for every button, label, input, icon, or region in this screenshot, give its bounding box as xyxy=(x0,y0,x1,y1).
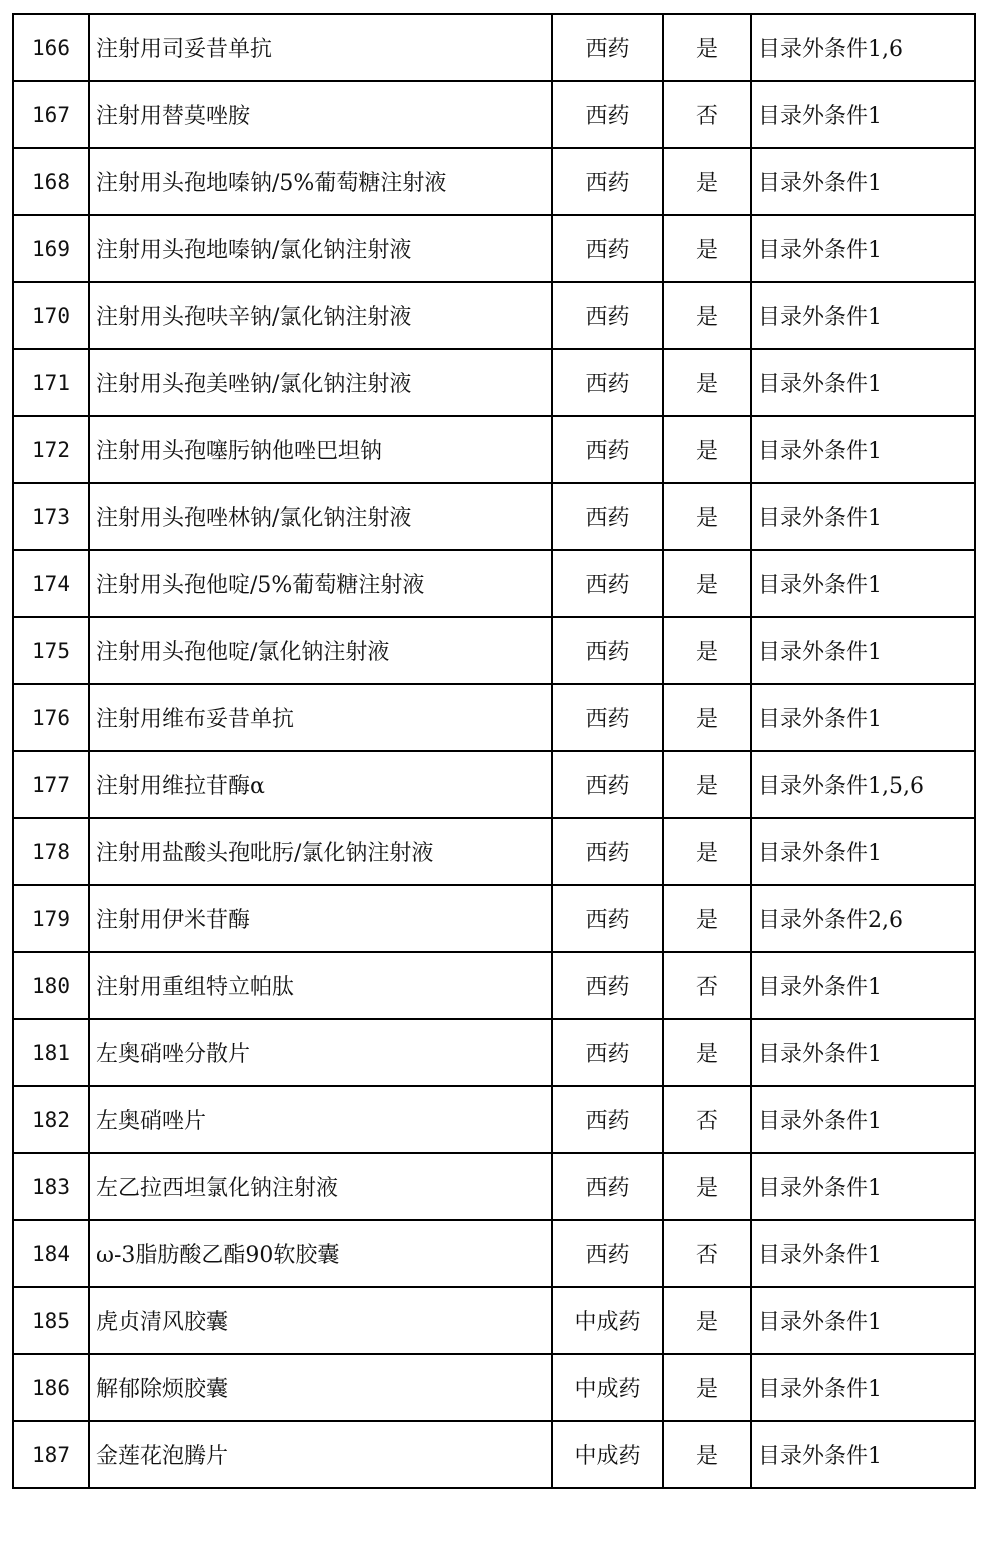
row-number: 174 xyxy=(13,550,89,617)
yes-no-flag: 是 xyxy=(663,751,751,818)
condition-text: 目录外条件1 xyxy=(751,1086,975,1153)
table-row xyxy=(13,148,975,215)
condition-text: 目录外条件1 xyxy=(751,215,975,282)
row-number: 169 xyxy=(13,215,89,282)
condition-text: 目录外条件1 xyxy=(751,818,975,885)
table-row xyxy=(13,282,975,349)
table-row xyxy=(13,81,975,148)
drug-type: 西药 xyxy=(552,1086,663,1153)
drug-name: 注射用盐酸头孢吡肟/氯化钠注射液 xyxy=(89,818,552,885)
row-number: 186 xyxy=(13,1354,89,1421)
yes-no-flag: 否 xyxy=(663,1086,751,1153)
row-number: 181 xyxy=(13,1019,89,1086)
drug-name: ω-3脂肪酸乙酯90软胶囊 xyxy=(89,1220,552,1287)
yes-no-flag: 是 xyxy=(663,148,751,215)
drug-type: 西药 xyxy=(552,885,663,952)
table-row xyxy=(13,885,975,952)
drug-type: 西药 xyxy=(552,349,663,416)
drug-name: 注射用头孢他啶/5%葡萄糖注射液 xyxy=(89,550,552,617)
drug-list-body xyxy=(13,14,975,1488)
drug-name: 注射用头孢噻肟钠他唑巴坦钠 xyxy=(89,416,552,483)
table-row xyxy=(13,1220,975,1287)
table-row xyxy=(13,751,975,818)
drug-name: 注射用维布妥昔单抗 xyxy=(89,684,552,751)
row-number: 176 xyxy=(13,684,89,751)
condition-text: 目录外条件1 xyxy=(751,1019,975,1086)
drug-type: 西药 xyxy=(552,148,663,215)
condition-text: 目录外条件1 xyxy=(751,148,975,215)
table-row xyxy=(13,483,975,550)
drug-type: 中成药 xyxy=(552,1421,663,1488)
table-row xyxy=(13,952,975,1019)
yes-no-flag: 是 xyxy=(663,14,751,81)
condition-text: 目录外条件1 xyxy=(751,282,975,349)
drug-type: 西药 xyxy=(552,952,663,1019)
drug-type: 西药 xyxy=(552,1019,663,1086)
drug-name: 注射用头孢呋辛钠/氯化钠注射液 xyxy=(89,282,552,349)
yes-no-flag: 是 xyxy=(663,684,751,751)
drug-name: 虎贞清风胶囊 xyxy=(89,1287,552,1354)
table-row xyxy=(13,215,975,282)
yes-no-flag: 是 xyxy=(663,483,751,550)
condition-text: 目录外条件1 xyxy=(751,952,975,1019)
drug-type: 西药 xyxy=(552,818,663,885)
condition-text: 目录外条件1 xyxy=(751,1153,975,1220)
row-number: 171 xyxy=(13,349,89,416)
row-number: 175 xyxy=(13,617,89,684)
drug-list-table xyxy=(12,13,976,1489)
drug-name: 注射用头孢地嗪钠/5%葡萄糖注射液 xyxy=(89,148,552,215)
drug-type: 西药 xyxy=(552,1220,663,1287)
drug-name: 注射用头孢他啶/氯化钠注射液 xyxy=(89,617,552,684)
drug-name: 金莲花泡腾片 xyxy=(89,1421,552,1488)
row-number: 184 xyxy=(13,1220,89,1287)
table-row xyxy=(13,14,975,81)
drug-name: 注射用头孢唑林钠/氯化钠注射液 xyxy=(89,483,552,550)
drug-type: 西药 xyxy=(552,416,663,483)
condition-text: 目录外条件1 xyxy=(751,416,975,483)
yes-no-flag: 是 xyxy=(663,818,751,885)
drug-name: 左乙拉西坦氯化钠注射液 xyxy=(89,1153,552,1220)
condition-text: 目录外条件1,6 xyxy=(751,14,975,81)
row-number: 185 xyxy=(13,1287,89,1354)
table-row xyxy=(13,1019,975,1086)
yes-no-flag: 是 xyxy=(663,215,751,282)
drug-type: 西药 xyxy=(552,550,663,617)
row-number: 187 xyxy=(13,1421,89,1488)
yes-no-flag: 否 xyxy=(663,1220,751,1287)
yes-no-flag: 是 xyxy=(663,282,751,349)
drug-name: 注射用伊米苷酶 xyxy=(89,885,552,952)
table-row xyxy=(13,1086,975,1153)
row-number: 179 xyxy=(13,885,89,952)
drug-type: 西药 xyxy=(552,684,663,751)
yes-no-flag: 是 xyxy=(663,1421,751,1488)
yes-no-flag: 是 xyxy=(663,416,751,483)
table-row xyxy=(13,1153,975,1220)
drug-name: 注射用替莫唑胺 xyxy=(89,81,552,148)
yes-no-flag: 是 xyxy=(663,550,751,617)
yes-no-flag: 是 xyxy=(663,1019,751,1086)
drug-name: 左奥硝唑片 xyxy=(89,1086,552,1153)
yes-no-flag: 是 xyxy=(663,1153,751,1220)
table-row xyxy=(13,550,975,617)
yes-no-flag: 是 xyxy=(663,1354,751,1421)
condition-text: 目录外条件1 xyxy=(751,1220,975,1287)
condition-text: 目录外条件1 xyxy=(751,483,975,550)
row-number: 172 xyxy=(13,416,89,483)
drug-type: 西药 xyxy=(552,215,663,282)
row-number: 182 xyxy=(13,1086,89,1153)
drug-type: 中成药 xyxy=(552,1354,663,1421)
table-row xyxy=(13,818,975,885)
row-number: 183 xyxy=(13,1153,89,1220)
drug-type: 西药 xyxy=(552,1153,663,1220)
yes-no-flag: 是 xyxy=(663,1287,751,1354)
drug-type: 西药 xyxy=(552,751,663,818)
condition-text: 目录外条件1 xyxy=(751,1287,975,1354)
yes-no-flag: 是 xyxy=(663,617,751,684)
table-row xyxy=(13,1421,975,1488)
condition-text: 目录外条件2,6 xyxy=(751,885,975,952)
condition-text: 目录外条件1,5,6 xyxy=(751,751,975,818)
table-row xyxy=(13,416,975,483)
drug-name: 注射用司妥昔单抗 xyxy=(89,14,552,81)
drug-name: 注射用头孢美唑钠/氯化钠注射液 xyxy=(89,349,552,416)
yes-no-flag: 否 xyxy=(663,81,751,148)
table-row xyxy=(13,349,975,416)
drug-name: 注射用重组特立帕肽 xyxy=(89,952,552,1019)
yes-no-flag: 是 xyxy=(663,885,751,952)
drug-type: 西药 xyxy=(552,282,663,349)
row-number: 178 xyxy=(13,818,89,885)
table-row xyxy=(13,684,975,751)
drug-name: 注射用头孢地嗪钠/氯化钠注射液 xyxy=(89,215,552,282)
row-number: 167 xyxy=(13,81,89,148)
row-number: 166 xyxy=(13,14,89,81)
table-row xyxy=(13,1354,975,1421)
drug-type: 西药 xyxy=(552,617,663,684)
drug-type: 西药 xyxy=(552,483,663,550)
row-number: 168 xyxy=(13,148,89,215)
table-row xyxy=(13,617,975,684)
condition-text: 目录外条件1 xyxy=(751,684,975,751)
condition-text: 目录外条件1 xyxy=(751,1421,975,1488)
table-row xyxy=(13,1287,975,1354)
row-number: 173 xyxy=(13,483,89,550)
yes-no-flag: 是 xyxy=(663,349,751,416)
drug-name: 左奥硝唑分散片 xyxy=(89,1019,552,1086)
condition-text: 目录外条件1 xyxy=(751,349,975,416)
drug-name: 注射用维拉苷酶α xyxy=(89,751,552,818)
row-number: 170 xyxy=(13,282,89,349)
row-number: 180 xyxy=(13,952,89,1019)
drug-type: 西药 xyxy=(552,14,663,81)
condition-text: 目录外条件1 xyxy=(751,81,975,148)
drug-type: 中成药 xyxy=(552,1287,663,1354)
yes-no-flag: 否 xyxy=(663,952,751,1019)
condition-text: 目录外条件1 xyxy=(751,1354,975,1421)
drug-name: 解郁除烦胶囊 xyxy=(89,1354,552,1421)
condition-text: 目录外条件1 xyxy=(751,550,975,617)
drug-type: 西药 xyxy=(552,81,663,148)
row-number: 177 xyxy=(13,751,89,818)
condition-text: 目录外条件1 xyxy=(751,617,975,684)
